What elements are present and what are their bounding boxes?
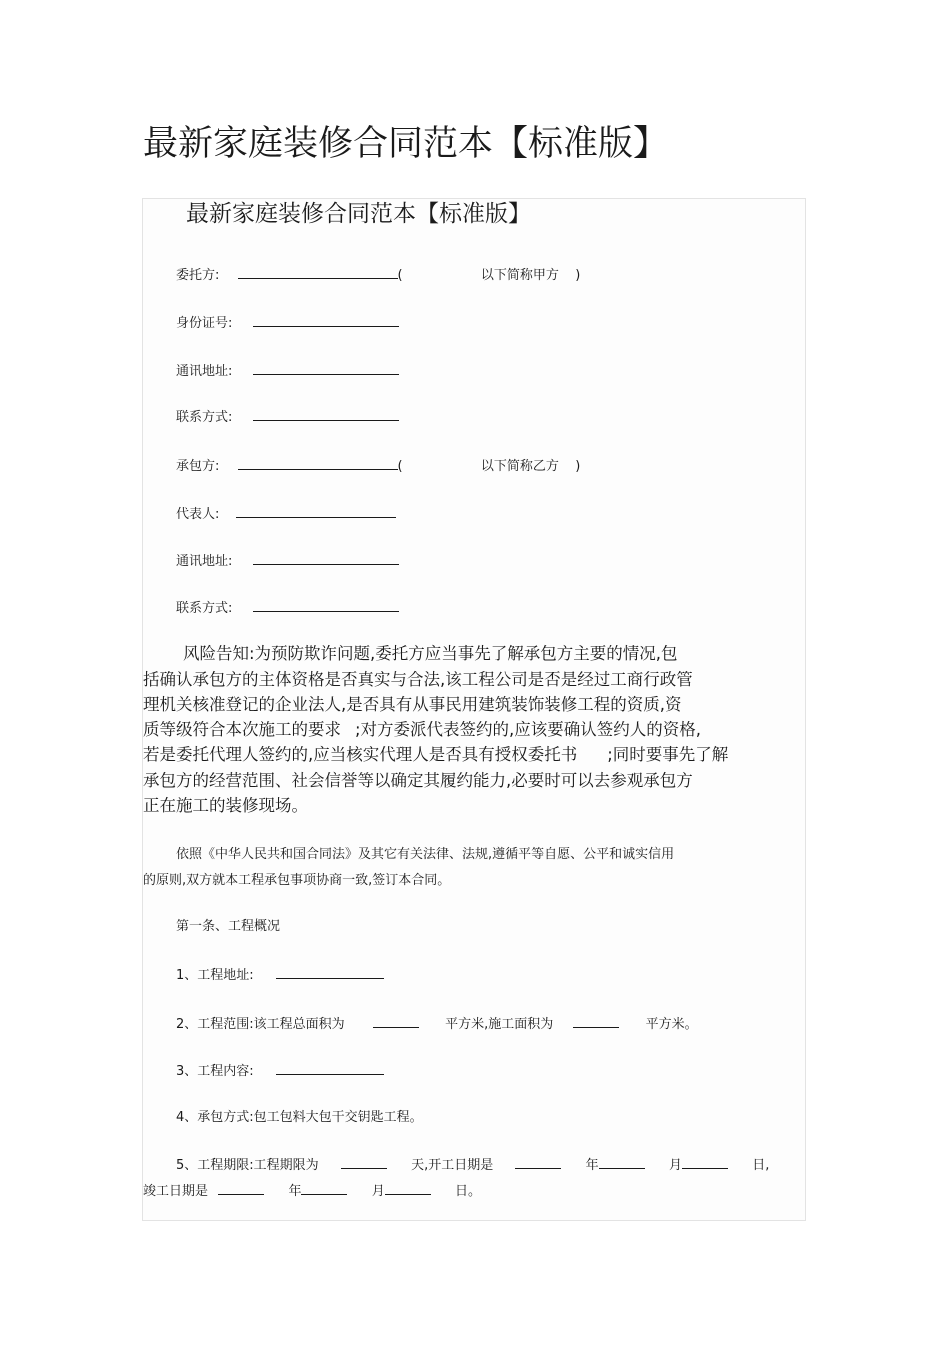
contractor-label: 承包方:: [176, 459, 220, 474]
item5-a: 5、工程期限:工程期限为: [176, 1158, 319, 1173]
client-label: 委托方:: [176, 268, 220, 283]
risk-line-4a: 质等级符合本次施工的要求: [143, 720, 341, 739]
id-label: 身份证号:: [176, 316, 233, 331]
risk-line-3: 理机关核准登记的企业法人,是否具有从事民用建筑装饰装修工程的资质,资: [143, 695, 682, 714]
b-address-blank: [253, 552, 399, 565]
item5-days-blank: [341, 1156, 387, 1169]
id-blank: [253, 314, 399, 327]
item5-day2: 日。: [455, 1184, 482, 1199]
contractor-blank: [238, 457, 398, 470]
b-contact-blank: [253, 599, 399, 612]
item5-start-day-blank: [682, 1156, 728, 1169]
client-note: 以下简称甲方: [480, 268, 559, 283]
a-address-label: 通讯地址:: [176, 364, 233, 379]
item3-line: [176, 1062, 384, 1081]
item4-line: 4、承包方式:包工包料大包干交钥匙工程。: [176, 1110, 423, 1125]
item2-line: [176, 1015, 698, 1034]
basis-line-1: 依照《中华人民共和国合同法》及其它有关法律、法规,遵循平等自愿、公平和诚实信用: [176, 847, 675, 862]
a-contact-label: 联系方式:: [176, 410, 233, 425]
risk-line-5: [143, 742, 728, 768]
contractor-paren: (: [397, 459, 403, 474]
item5-end-day-blank: [385, 1182, 431, 1195]
item2-c: 平方米。: [645, 1017, 698, 1032]
article1-heading: 第一条、工程概况: [176, 919, 281, 934]
contractor-line: [176, 457, 580, 476]
item1-line: [176, 966, 384, 985]
b-contact-label: 联系方式:: [176, 601, 233, 616]
a-contact-line: [176, 408, 399, 427]
item5-end-year-blank: [218, 1182, 264, 1195]
item2-blank-1: [373, 1015, 419, 1028]
risk-line-4: [143, 717, 701, 743]
client-line: [176, 266, 580, 285]
id-line: [176, 314, 399, 333]
a-address-line: [176, 362, 399, 381]
item5-start-year-blank: [515, 1156, 561, 1169]
b-address-line: [176, 552, 399, 571]
item5-year2: 年: [288, 1184, 302, 1199]
item2-blank-2: [573, 1015, 619, 1028]
risk-line-5a: 若是委托代理人签约的,应当核实代理人是否具有授权委托书: [143, 745, 578, 764]
contractor-close: ): [575, 459, 581, 474]
item5-line: [176, 1156, 769, 1175]
rep-blank: [236, 505, 396, 518]
risk-line-1: 风险告知:为预防欺诈问题,委托方应当事先了解承包方主要的情况,包: [183, 644, 678, 663]
item5-month: 月: [668, 1158, 682, 1173]
item1-blank: [276, 966, 384, 979]
risk-line-7: 正在施工的装修现场。: [143, 796, 308, 815]
item5-month2: 月: [371, 1184, 385, 1199]
client-blank: [238, 266, 398, 279]
client-close: ): [575, 268, 581, 283]
client-paren: (: [397, 268, 403, 283]
a-contact-blank: [253, 408, 399, 421]
b-contact-line: [176, 599, 399, 618]
risk-line-4b: ;对方委派代表签约的,应该要确认签约人的资格,: [355, 720, 702, 739]
item3-label: 3、工程内容:: [176, 1064, 254, 1079]
item5-end-month-blank: [301, 1182, 347, 1195]
item1-label: 1、工程地址:: [176, 968, 254, 983]
b-address-label: 通讯地址:: [176, 554, 233, 569]
item5-c: 竣工日期是: [143, 1184, 209, 1199]
rep-label: 代表人:: [176, 507, 220, 522]
document-title: 最新家庭装修合同范本【标准版】: [186, 201, 531, 227]
item2-a: 2、工程范围:该工程总面积为: [176, 1017, 345, 1032]
item5-day: 日,: [752, 1158, 770, 1173]
basis-line-2: 的原则,双方就本工程承包事项协商一致,签订本合同。: [143, 873, 451, 888]
page-title: 最新家庭装修合同范本【标准版】: [143, 124, 669, 164]
item2-b: 平方米,施工面积为: [445, 1017, 554, 1032]
risk-line-6: 承包方的经营范围、社会信誉等以确定其履约能力,必要时可以去参观承包方: [143, 771, 693, 790]
a-address-blank: [253, 362, 399, 375]
item5-year: 年: [585, 1158, 599, 1173]
item3-blank: [276, 1062, 384, 1075]
rep-line: [176, 505, 396, 524]
item5-start-month-blank: [599, 1156, 645, 1169]
item5-line-2: [143, 1182, 481, 1201]
contractor-note: 以下简称乙方: [480, 459, 559, 474]
risk-line-2: 括确认承包方的主体资格是否真实与合法,该工程公司是否是经过工商行政管: [143, 670, 693, 689]
item5-b: 天,开工日期是: [411, 1158, 494, 1173]
risk-line-5b: ;同时要事先了解: [607, 745, 729, 764]
